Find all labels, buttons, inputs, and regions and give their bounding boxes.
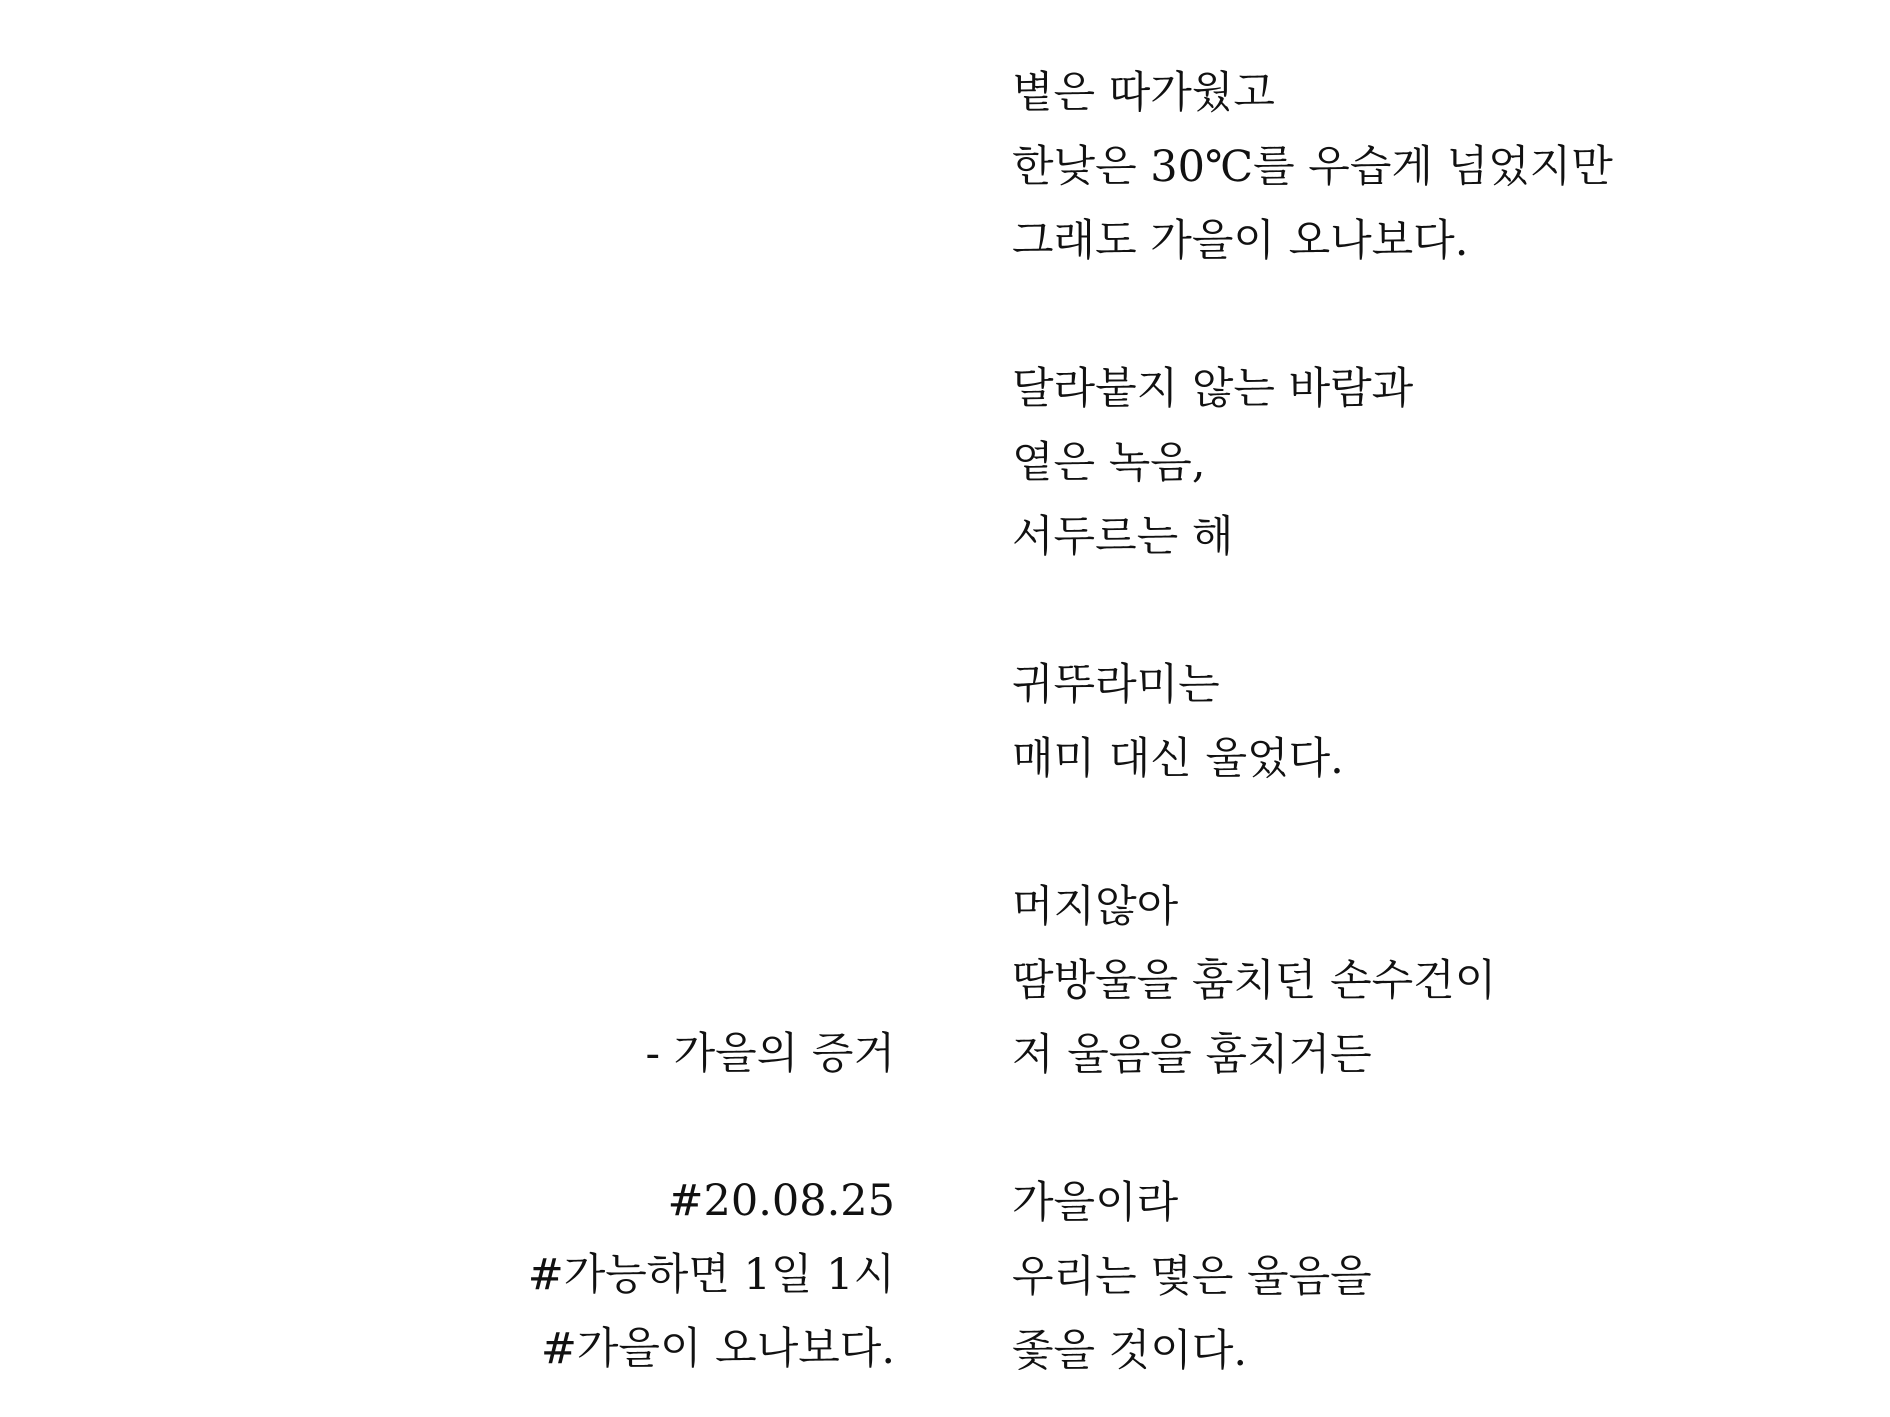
stanza-break [1012, 1092, 1832, 1166]
poem-body [1012, 56, 1832, 1388]
poem-title: - 가을의 증거 [645, 1029, 895, 1079]
poem-line: 옅은 녹음, [1012, 438, 1206, 488]
stanza-break [1012, 796, 1832, 870]
poem-title-block [195, 1017, 895, 1091]
poem-line: 그래도 가을이 오나보다. [1012, 216, 1469, 266]
stanza-1 [1012, 56, 1832, 278]
stanza-4 [1012, 870, 1832, 1092]
poem-line: 머지않아 [1012, 882, 1179, 932]
poem-line: 저 울음을 훔치거든 [1012, 1030, 1372, 1080]
poem-line: 땀방울을 훔치던 손수건이 [1012, 956, 1497, 1006]
poem-line: 볕은 따가웠고 [1012, 68, 1275, 118]
stanza-break [1012, 574, 1832, 648]
poem-line: 귀뚜라미는 [1012, 660, 1220, 710]
poem-line: 달라붙지 않는 바람과 [1012, 364, 1414, 414]
stanza-5 [1012, 1166, 1832, 1388]
poem-line: 우리는 몇은 울음을 [1012, 1252, 1372, 1302]
hashtag-date: #20.08.25 [667, 1176, 895, 1226]
stanza-3 [1012, 648, 1832, 796]
poem-line: 매미 대신 울었다. [1012, 734, 1344, 784]
poem-line: 좇을 것이다. [1012, 1326, 1248, 1376]
hashtag-list [195, 1164, 895, 1386]
poem-line: 가을이라 [1012, 1178, 1179, 1228]
poem-line: 한낮은 30℃를 우습게 넘었지만 [1012, 142, 1613, 192]
stanza-2 [1012, 352, 1832, 574]
hashtag: #가능하면 1일 1시 [527, 1250, 895, 1300]
stanza-break [1012, 278, 1832, 352]
hashtag: #가을이 오나보다. [540, 1324, 895, 1374]
poem-line: 서두르는 해 [1012, 512, 1234, 562]
